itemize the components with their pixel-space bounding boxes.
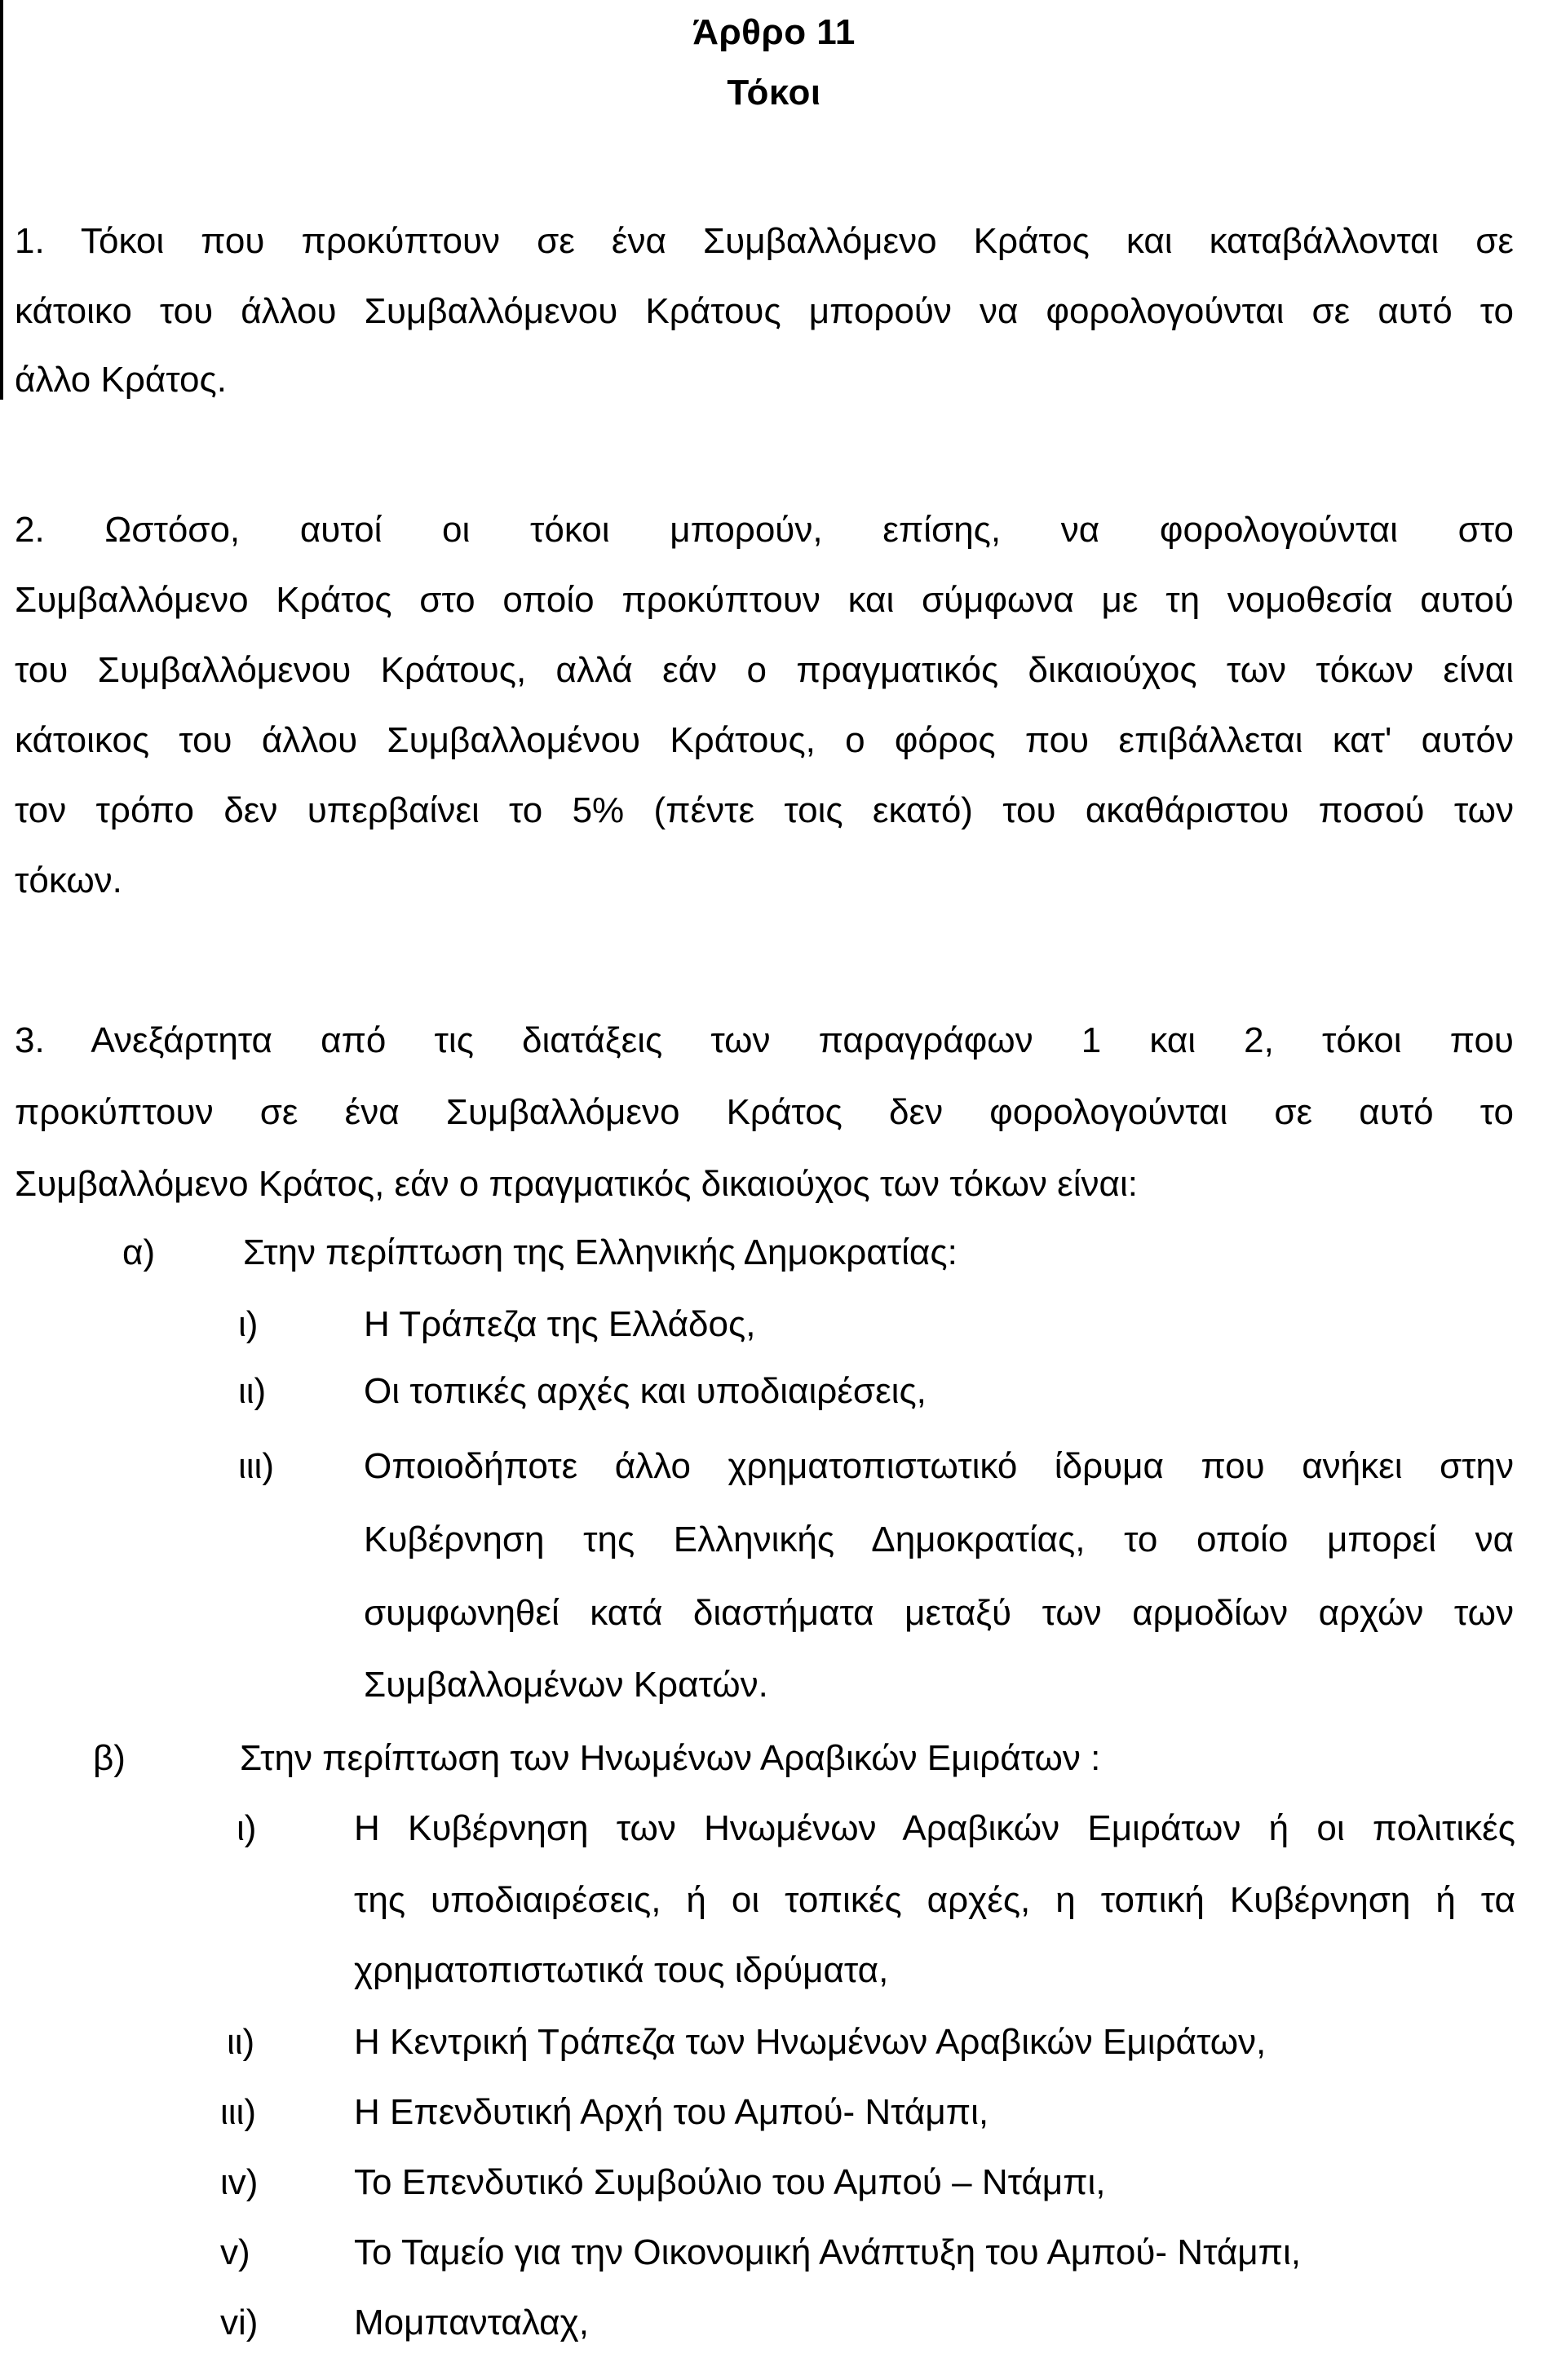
case-b-item6-text: Μομπανταλαχ, [354,2303,589,2342]
case-b-item1-line1: Η Κυβέρνηση των Ηνωμένων Αραβικών Εμιράτων ή οι πολιτικές [354,1808,1515,1848]
case-a-item3-line2: Κυβέρνηση της Ελληνικής Δημοκρατίας, το οποίο μπορεί να [364,1520,1514,1559]
case-b-item5-text: Το Ταμείο για την Οικονομική Ανάπτυξη του Αμπού- Ντάμπι, [354,2232,1301,2272]
case-b-item5-marker: v) [220,2232,250,2272]
article-subject-heading: Τόκοι [727,73,821,113]
article-number-heading: Άρθρο 11 [692,12,856,52]
case-b-item2-text: Η Κεντρική Τράπεζα των Ηνωμένων Αραβικών Εμιράτων, [354,2022,1267,2062]
para3-line1: 3. Ανεξάρτητα από τις διατάξεις των παραγράφων 1 και 2, τόκοι που [15,1020,1514,1060]
case-a-item3-line1: Οποιοδήποτε άλλο χρηματοπιστωτικό ίδρυμα που ανήκει στην [364,1446,1514,1486]
para2-line3: του Συμβαλλόμενου Κράτους, αλλά εάν ο πραγματικός δικαιούχος των τόκων είναι [15,650,1514,690]
case-b-label: Στην περίπτωση των Ηνωμένων Αραβικών Εμιράτων : [240,1738,1101,1778]
case-a-item2-text: Οι τοπικές αρχές και υποδιαιρέσεις, [364,1371,927,1411]
case-b-item1-line2: της υποδιαιρέσεις, ή οι τοπικές αρχές, η τοπική Κυβέρνηση ή τα [354,1880,1515,1920]
case-b-item4-text: Το Επενδυτικό Συμβούλιο του Αμπού – Ντάμπι, [354,2162,1106,2202]
case-b-item3-marker: ιιι) [220,2092,256,2132]
para3-line3: Συμβαλλόμενο Κράτος, εάν ο πραγματικός δικαιούχος των τόκων είναι: [15,1164,1138,1204]
case-b-item1-marker: ι) [237,1808,257,1848]
para2-line2: Συμβαλλόμενο Κράτος στο οποίο προκύπτουν και σύμφωνα με τη νομοθεσία αυτού [15,580,1514,620]
para1-line3: άλλο Κράτος. [15,360,227,400]
para2-line1: 2. Ωστόσο, αυτοί οι τόκοι μπορούν, επίσης, να φορολογούνται στο [15,510,1514,550]
case-b-marker: β) [93,1738,126,1778]
para2-line4: κάτοικος του άλλου Συμβαλλομένου Κράτους, ο φόρος που επιβάλλεται κατ' αυτόν [15,720,1514,760]
para3-line2: προκύπτουν σε ένα Συμβαλλόμενο Κράτος δεν φορολογούνται σε αυτό το [15,1092,1514,1132]
case-b-item1-line3: χρηματοπιστωτικά τους ιδρύματα, [354,1950,889,1990]
case-a-item2-marker: ιι) [238,1371,267,1411]
case-a-item3-marker: ιιι) [238,1446,274,1486]
case-a-item1-text: Η Τράπεζα της Ελλάδος, [364,1304,756,1344]
case-a-item3-line4: Συμβαλλομένων Κρατών. [364,1665,768,1705]
case-b-item6-marker: vi) [220,2303,259,2342]
case-b-item4-marker: ιv) [220,2162,259,2202]
case-b-item2-marker: ιι) [227,2022,255,2062]
case-a-label: Στην περίπτωση της Ελληνικής Δημοκρατίας: [243,1232,958,1272]
para2-line5: τον τρόπο δεν υπερβαίνει το 5% (πέντε τοις εκατό) του ακαθάριστου ποσού των [15,790,1514,830]
case-a-item1-marker: ι) [238,1304,259,1344]
para2-line6: τόκων. [15,860,122,900]
case-a-marker: α) [122,1232,156,1272]
case-a-item3-line3: συμφωνηθεί κατά διαστήματα μεταξύ των αρμοδίων αρχών των [364,1593,1514,1633]
case-b-item3-text: Η Επενδυτική Αρχή του Αμπού- Ντάμπι, [354,2092,989,2132]
para1-line2: κάτοικο του άλλου Συμβαλλόμενου Κράτους μπορούν να φορολογούνται σε αυτό το [15,291,1514,331]
para1-line1: 1. Τόκοι που προκύπτουν σε ένα Συμβαλλόμενο Κράτος και καταβάλλονται σε [15,221,1514,261]
